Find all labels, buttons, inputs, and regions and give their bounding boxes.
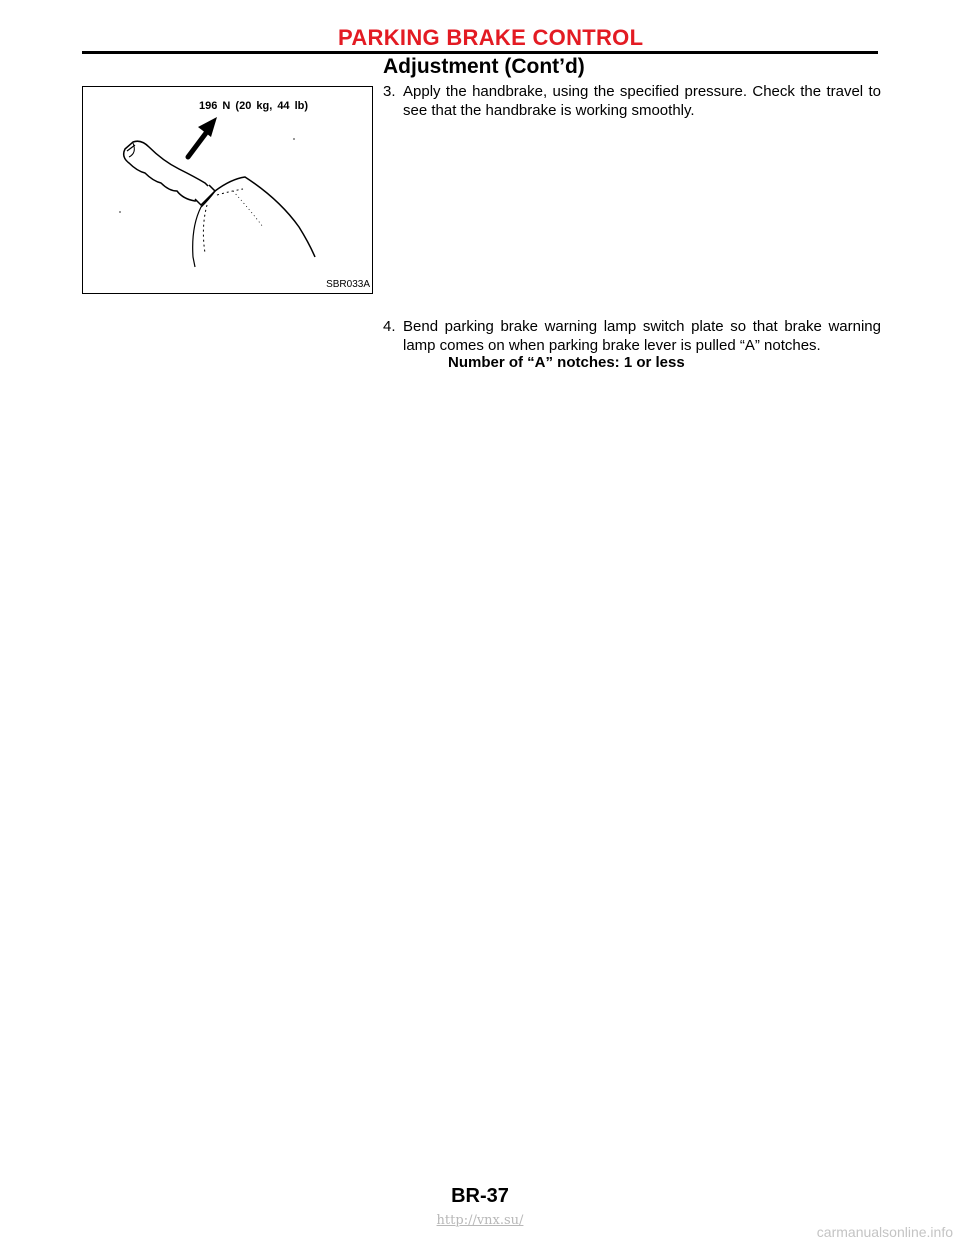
step-text: Bend parking brake warning lamp switch plate so that brake warning lamp comes on when parking brake lever is pulled “A” notches. <box>403 318 881 354</box>
lever-boot <box>201 177 315 257</box>
pull-arrow-shaft <box>188 129 209 157</box>
step-number: 4. <box>383 318 396 335</box>
header-rule <box>82 51 878 54</box>
handbrake-figure <box>82 86 373 294</box>
step-text: Apply the handbrake, using the specified pressure. Check the travel to see that the handbrake is working smoothly. <box>403 83 881 119</box>
pull-arrow-head <box>198 117 217 137</box>
handbrake-illustration <box>83 87 372 293</box>
step-3 <box>383 82 881 120</box>
figure-code: SBR033A <box>326 279 370 290</box>
site-watermark: carmanualsonline.info <box>816 1224 953 1240</box>
step-4 <box>383 317 881 355</box>
step-number: 3. <box>383 83 396 100</box>
subheading: Adjustment (Cont’d) <box>383 55 585 78</box>
source-url[interactable]: http://vnx.su/ <box>436 1213 524 1228</box>
notch-spec: Number of “A” notches: 1 or less <box>448 354 685 371</box>
section-title: PARKING BRAKE CONTROL <box>338 25 644 50</box>
force-label: 196 N (20 kg, 44 lb) <box>199 100 309 112</box>
page-number: BR-37 <box>451 1185 509 1207</box>
